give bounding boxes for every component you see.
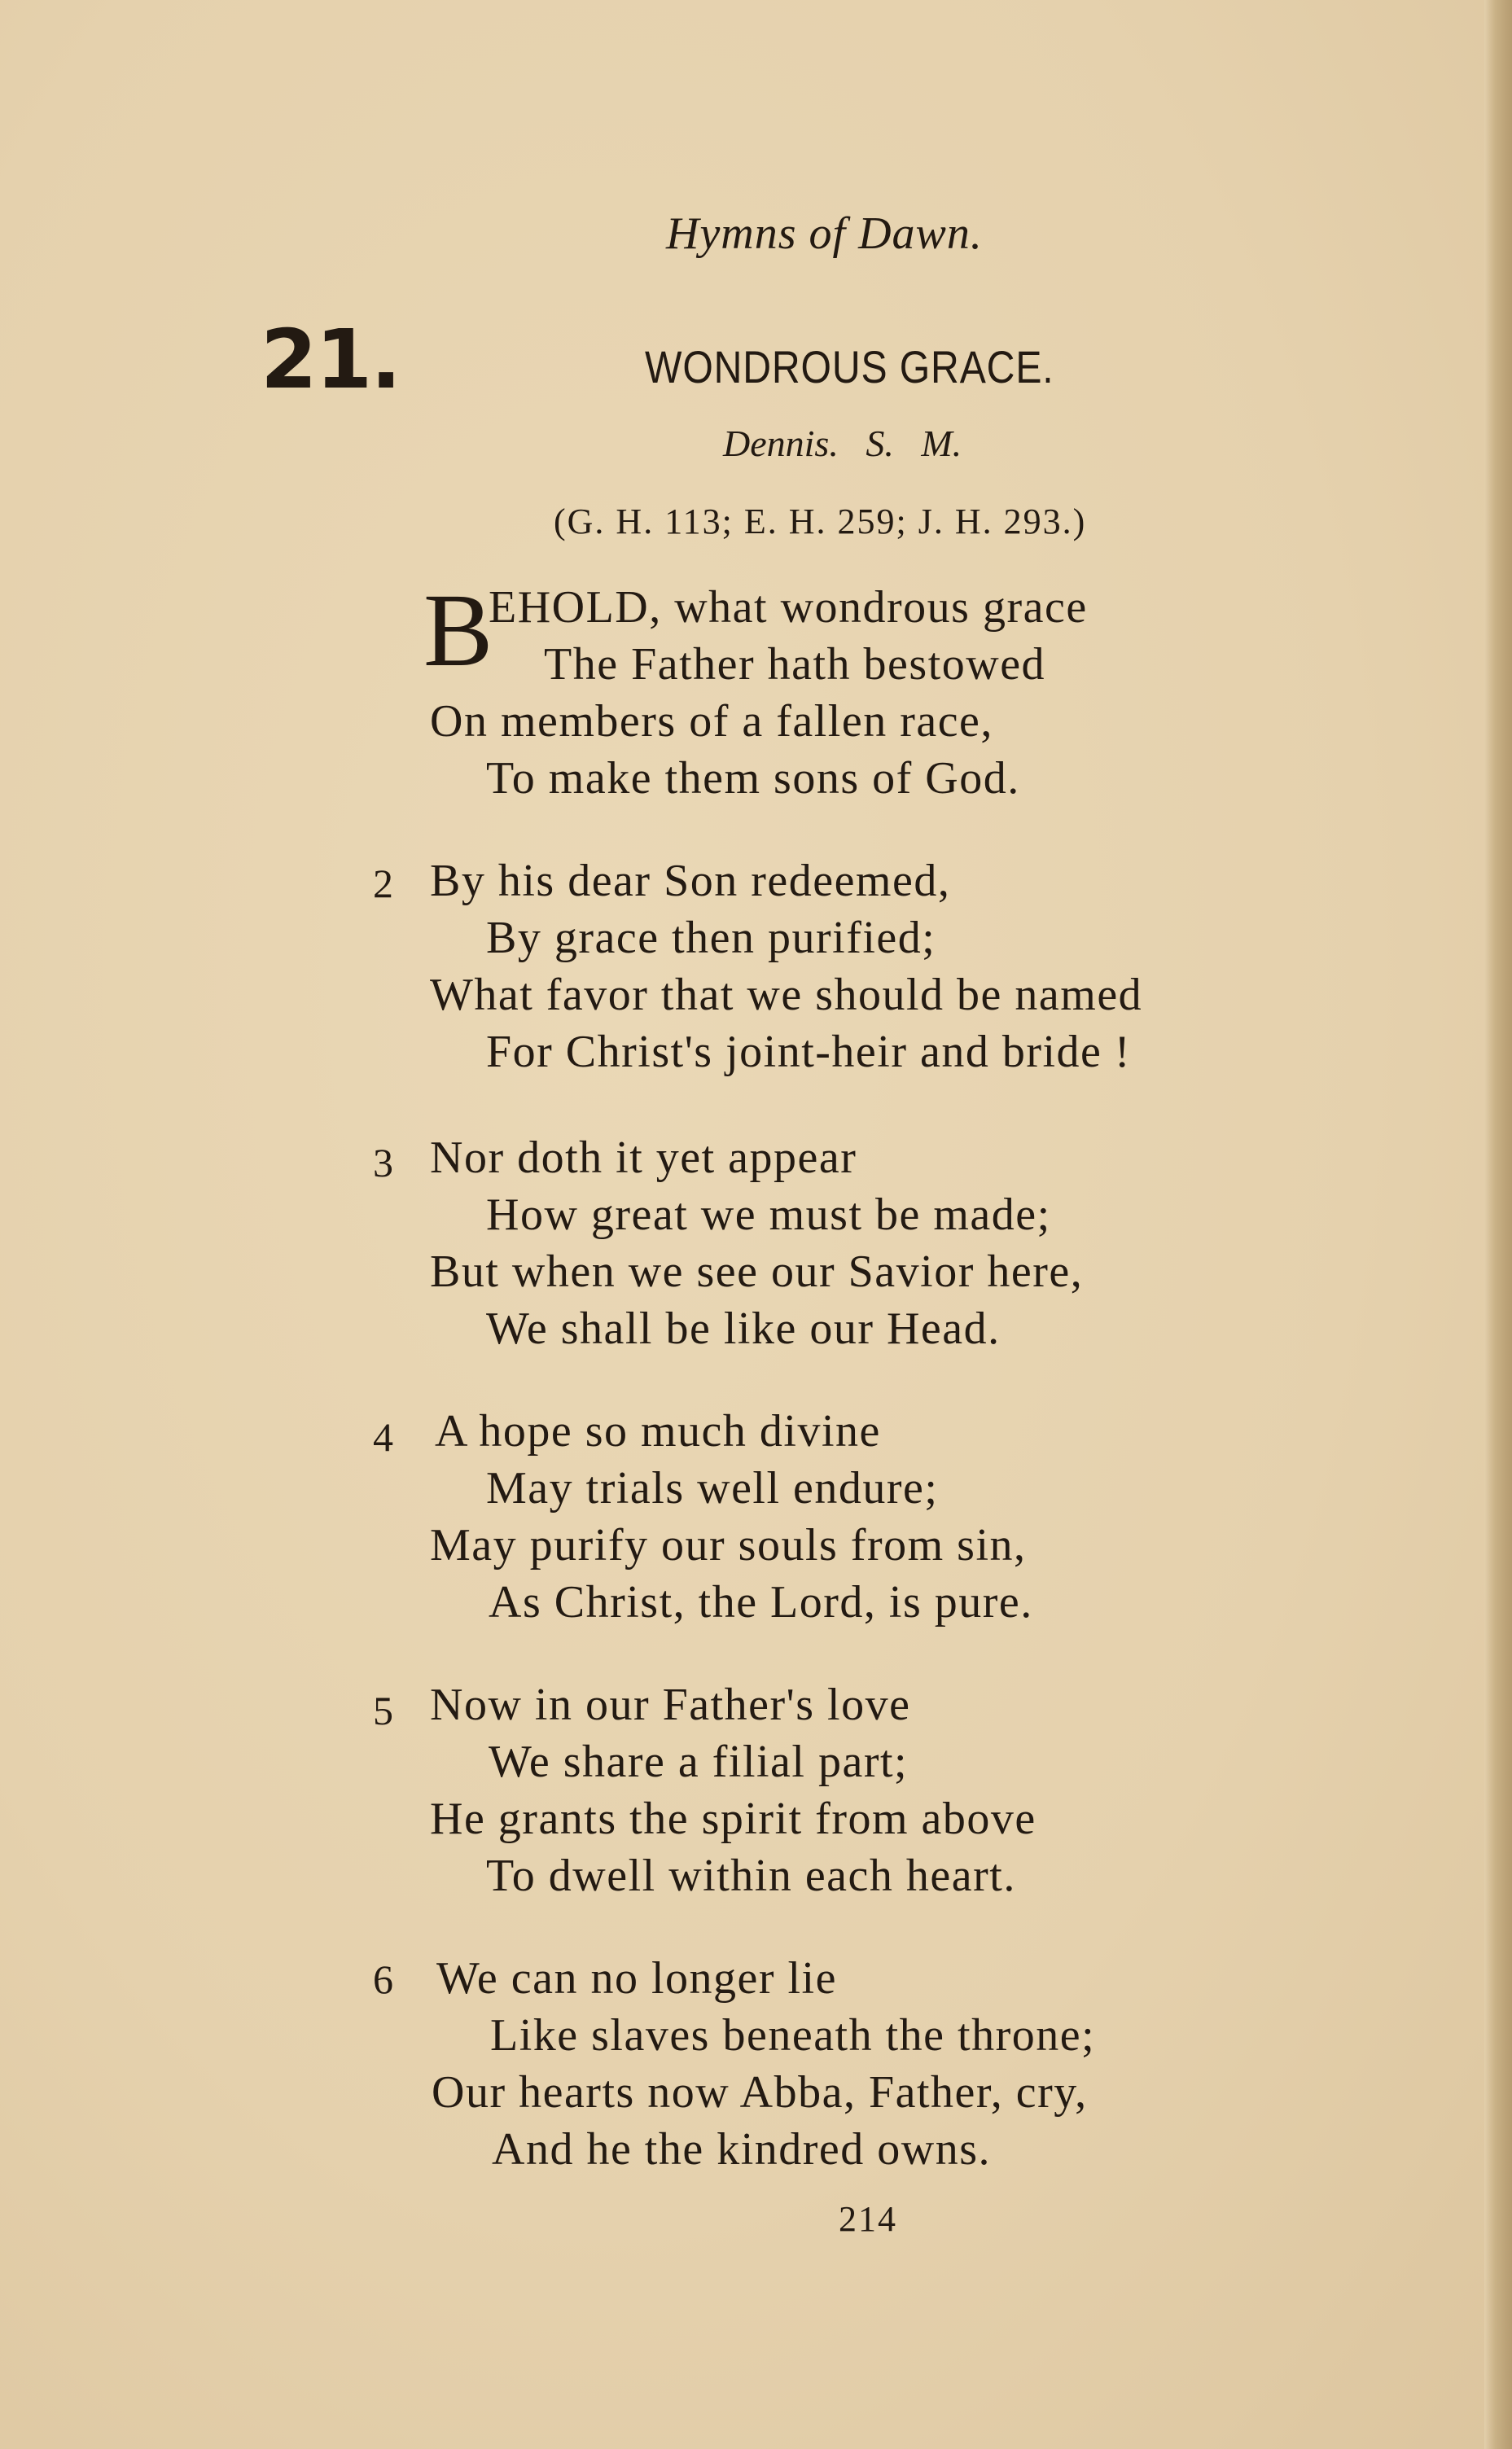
verse-line: Now in our Father's love: [430, 1680, 911, 1730]
verse-line: But when we see our Savior here,: [430, 1246, 1084, 1297]
verse-line: We can no longer lie: [436, 1953, 837, 2004]
verse-number: 2: [373, 861, 393, 906]
verse-number: 4: [373, 1414, 393, 1460]
verse-line: EHOLD, what wondrous grace: [489, 582, 1088, 633]
tune-meter: Dennis. S. M.: [723, 423, 962, 464]
verse-line: To dwell within each heart.: [486, 1851, 1016, 1901]
verse-line: As Christ, the Lord, is pure.: [489, 1577, 1033, 1628]
refs-jh-value: 293.): [993, 502, 1087, 541]
verse-line: The Father hath bestowed: [544, 639, 1046, 690]
hymn-title: WONDROUS GRACE.: [645, 341, 1054, 392]
verse-line: Nor doth it yet appear: [430, 1132, 857, 1183]
verse-line: By grace then purified;: [486, 913, 936, 963]
verse-line: He grants the spirit from above: [430, 1794, 1036, 1844]
verse-line: A hope so much divine: [435, 1406, 881, 1457]
verse-line: On members of a fallen race,: [430, 696, 993, 747]
drop-cap: B: [423, 572, 493, 688]
refs-gh-label: G. H.: [567, 502, 655, 541]
page-edge: [1484, 0, 1512, 2449]
verse-line: May purify our souls from sin,: [430, 1520, 1027, 1571]
verse-line: How great we must be made;: [486, 1189, 1051, 1240]
refs-eh-value: 259;: [826, 502, 918, 541]
verse-line: By his dear Son redeemed,: [430, 856, 951, 906]
refs-gh-value: 113;: [654, 502, 744, 541]
hymn-number: 21.: [261, 312, 401, 407]
running-head: Hymns of Dawn.: [666, 208, 983, 259]
verse-line: And he the kindred owns.: [492, 2124, 992, 2175]
verse-line: For Christ's joint-heir and bride !: [486, 1027, 1132, 1077]
verse-line: May trials well endure;: [486, 1463, 939, 1514]
verse-line: Our hearts now Abba, Father, cry,: [432, 2067, 1088, 2118]
verse-number: 5: [373, 1688, 393, 1733]
verse-number: 3: [373, 1140, 393, 1185]
verse-line: We shall be like our Head.: [486, 1303, 1001, 1354]
verse-line: We share a filial part;: [489, 1737, 909, 1787]
page-number: 214: [839, 2199, 897, 2239]
verse-number: 6: [373, 1956, 393, 2002]
refs-jh-label: J. H.: [918, 502, 993, 541]
refs-eh-label: E. H.: [743, 502, 827, 541]
verse-line: To make them sons of God.: [486, 753, 1020, 804]
verse-line: What favor that we should be named: [430, 970, 1143, 1020]
refs-open: (: [554, 502, 568, 541]
verse-line: Like slaves beneath the throne;: [490, 2010, 1096, 2061]
hymnal-references: [554, 501, 1086, 542]
